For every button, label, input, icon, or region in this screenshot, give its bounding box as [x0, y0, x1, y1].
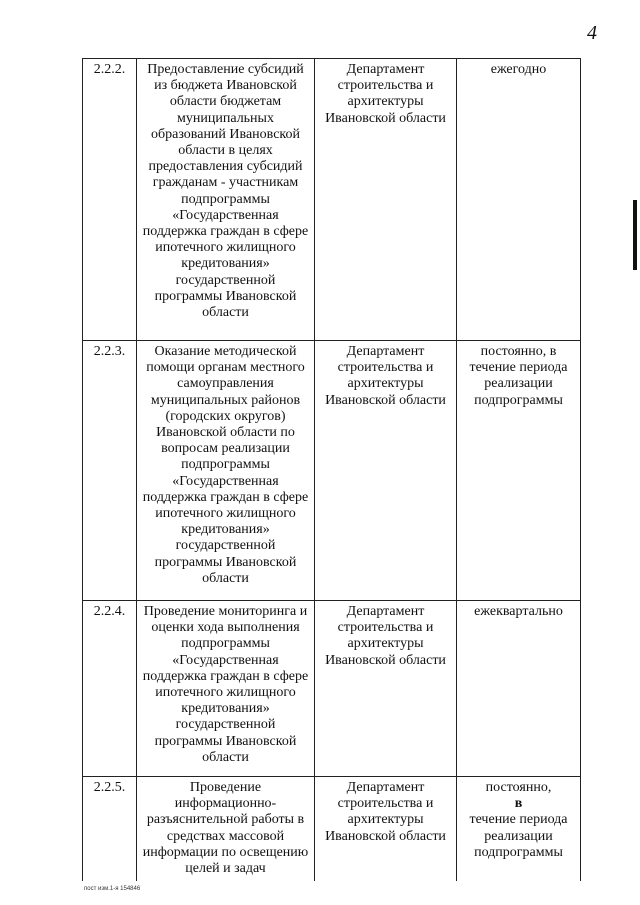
term-part: постоянно, [485, 780, 552, 795]
term-part: течение периода реализации подпрограммы [469, 812, 568, 860]
table-row [83, 601, 581, 777]
table-row [83, 341, 581, 601]
term-text: постоянно, в течение периода реализации подпрограммы [457, 341, 581, 601]
table-row [83, 59, 581, 341]
row-number: 2.2.2. [83, 59, 137, 341]
responsible-text: Департамент строительства и архитектуры Ивановской области [315, 601, 457, 777]
row-number: 2.2.3. [83, 341, 137, 601]
row-number: 2.2.4. [83, 601, 137, 777]
term-text: ежеквартально [457, 601, 581, 777]
footer-note: пост изм.1-я 154846 [84, 886, 141, 892]
responsible-text: Департамент строительства и архитектуры Ивановской области [315, 777, 457, 881]
action-text: Оказание методической помощи органам местного самоуправления муниципальных районов (городских округов) Ивановской области по вопросам реализации подпрограммы «Государственная поддержка граждан в сфере ипотечного жилищного кредитования» государственной программы Ивановской области [137, 341, 315, 601]
term-text [457, 777, 581, 881]
action-text: Проведение мониторинга и оценки хода выполнения подпрограммы «Государственная поддержка граждан в сфере ипотечного жилищного кредитования» государственной программы Ивановской области [137, 601, 315, 777]
activities-table [82, 58, 581, 881]
term-part: в [514, 796, 523, 812]
page-number: 4 [587, 22, 597, 44]
responsible-text: Департамент строительства и архитектуры Ивановской области [315, 59, 457, 341]
table-row [83, 777, 581, 881]
responsible-text: Департамент строительства и архитектуры Ивановской области [315, 341, 457, 601]
row-number: 2.2.5. [83, 777, 137, 881]
action-text: Предоставление субсидий из бюджета Ивановской области бюджетам муниципальных образований Ивановской области в целях предоставления субсидий гражданам - участникам подпрограммы «Государственная поддержка граждан в сфере ипотечного жилищного кредитования» государственной программы Ивановской области [137, 59, 315, 341]
action-text: Проведение информационно-разъяснительной работы в средствах массовой информации по освещению целей и задач [137, 777, 315, 881]
term-text: ежегодно [457, 59, 581, 341]
scan-edge-mark [633, 200, 637, 270]
